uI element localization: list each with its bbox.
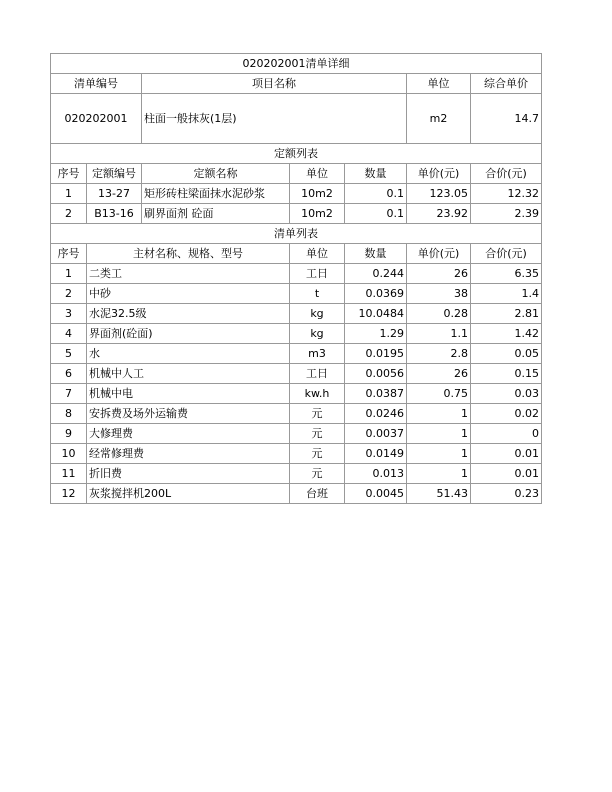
material-price: 1: [407, 424, 471, 444]
material-price: 38: [407, 284, 471, 304]
material-total: 0.05: [471, 344, 542, 364]
material-qty: 0.244: [345, 264, 407, 284]
item-unit: m2: [407, 94, 471, 144]
material-unit: 工日: [290, 264, 345, 284]
item-code: 020202001: [51, 94, 142, 144]
quota-header-unit: 单位: [290, 164, 345, 184]
material-no: 3: [51, 304, 87, 324]
material-unit: kw.h: [290, 384, 345, 404]
material-price: 26: [407, 264, 471, 284]
material-row: [51, 344, 542, 364]
quota-code: B13-16: [87, 204, 142, 224]
quota-qty: 0.1: [345, 184, 407, 204]
material-name: 折旧费: [87, 464, 290, 484]
material-no: 12: [51, 484, 87, 504]
material-name: 水泥32.5级: [87, 304, 290, 324]
title-row: [51, 54, 542, 74]
material-unit: 元: [290, 444, 345, 464]
quota-total: 2.39: [471, 204, 542, 224]
material-name: 灰浆搅拌机200L: [87, 484, 290, 504]
material-section-title: 清单列表: [51, 224, 542, 244]
material-price: 1.1: [407, 324, 471, 344]
material-name: 经常修理费: [87, 444, 290, 464]
quota-header-qty: 数量: [345, 164, 407, 184]
material-qty: 0.0045: [345, 484, 407, 504]
material-price: 2.8: [407, 344, 471, 364]
quota-header-no: 序号: [51, 164, 87, 184]
material-no: 11: [51, 464, 87, 484]
quota-header-name: 定额名称: [142, 164, 290, 184]
material-no: 2: [51, 284, 87, 304]
material-price: 1: [407, 404, 471, 424]
material-total: 0.23: [471, 484, 542, 504]
material-name: 安拆费及场外运输费: [87, 404, 290, 424]
material-name: 机械中人工: [87, 364, 290, 384]
material-qty: 0.0195: [345, 344, 407, 364]
material-row: [51, 464, 542, 484]
header-unit: 单位: [407, 74, 471, 94]
quota-price: 123.05: [407, 184, 471, 204]
material-row: [51, 264, 542, 284]
header-price: 综合单价: [471, 74, 542, 94]
material-row: [51, 324, 542, 344]
sheet-title: 020202001清单详细: [51, 54, 542, 74]
material-price: 26: [407, 364, 471, 384]
material-total: 2.81: [471, 304, 542, 324]
material-price: 1: [407, 464, 471, 484]
material-row: [51, 384, 542, 404]
material-qty: 0.0149: [345, 444, 407, 464]
material-name: 界面剂(砼面): [87, 324, 290, 344]
material-row: [51, 484, 542, 504]
quota-unit: 10m2: [290, 204, 345, 224]
material-header-price: 单价(元): [407, 244, 471, 264]
material-no: 9: [51, 424, 87, 444]
material-price: 51.43: [407, 484, 471, 504]
material-row: [51, 424, 542, 444]
quota-header-total: 合价(元): [471, 164, 542, 184]
header-code: 清单编号: [51, 74, 142, 94]
quota-price: 23.92: [407, 204, 471, 224]
material-price: 0.75: [407, 384, 471, 404]
quota-row: [51, 184, 542, 204]
material-qty: 0.0369: [345, 284, 407, 304]
item-header-row: [51, 74, 542, 94]
material-qty: 0.0056: [345, 364, 407, 384]
material-price: 1: [407, 444, 471, 464]
item-row: [51, 94, 542, 144]
quota-unit: 10m2: [290, 184, 345, 204]
material-row: [51, 364, 542, 384]
material-total: 1.4: [471, 284, 542, 304]
material-unit: 元: [290, 424, 345, 444]
quota-no: 1: [51, 184, 87, 204]
material-unit: 工日: [290, 364, 345, 384]
quota-header-price: 单价(元): [407, 164, 471, 184]
quota-header-code: 定额编号: [87, 164, 142, 184]
quota-section-title-row: [51, 144, 542, 164]
material-name: 二类工: [87, 264, 290, 284]
material-qty: 10.0484: [345, 304, 407, 324]
material-qty: 0.0246: [345, 404, 407, 424]
material-unit: m3: [290, 344, 345, 364]
material-name: 大修理费: [87, 424, 290, 444]
material-header-total: 合价(元): [471, 244, 542, 264]
quota-name: 矩形砖柱梁面抹水泥砂浆: [142, 184, 290, 204]
material-header-name: 主材名称、规格、型号: [87, 244, 290, 264]
material-row: [51, 444, 542, 464]
material-header-row: [51, 244, 542, 264]
material-row: [51, 304, 542, 324]
header-name: 项目名称: [142, 74, 407, 94]
item-price: 14.7: [471, 94, 542, 144]
material-unit: 元: [290, 464, 345, 484]
quota-header-row: [51, 164, 542, 184]
material-header-qty: 数量: [345, 244, 407, 264]
material-unit: kg: [290, 304, 345, 324]
material-total: 6.35: [471, 264, 542, 284]
material-qty: 0.0037: [345, 424, 407, 444]
material-qty: 0.0387: [345, 384, 407, 404]
quota-qty: 0.1: [345, 204, 407, 224]
quota-name: 刷界面剂 砼面: [142, 204, 290, 224]
material-header-unit: 单位: [290, 244, 345, 264]
material-name: 水: [87, 344, 290, 364]
bill-detail-table: [50, 53, 542, 504]
material-no: 7: [51, 384, 87, 404]
material-no: 6: [51, 364, 87, 384]
material-unit: kg: [290, 324, 345, 344]
material-name: 中砂: [87, 284, 290, 304]
material-name: 机械中电: [87, 384, 290, 404]
material-price: 0.28: [407, 304, 471, 324]
quota-row: [51, 204, 542, 224]
quota-total: 12.32: [471, 184, 542, 204]
material-no: 5: [51, 344, 87, 364]
material-unit: 台班: [290, 484, 345, 504]
material-row: [51, 284, 542, 304]
material-total: 0.01: [471, 464, 542, 484]
quota-code: 13-27: [87, 184, 142, 204]
material-unit: t: [290, 284, 345, 304]
material-total: 0: [471, 424, 542, 444]
material-no: 4: [51, 324, 87, 344]
material-no: 10: [51, 444, 87, 464]
material-qty: 0.013: [345, 464, 407, 484]
material-total: 1.42: [471, 324, 542, 344]
quota-no: 2: [51, 204, 87, 224]
item-name: 柱面一般抹灰(1层): [142, 94, 407, 144]
material-header-no: 序号: [51, 244, 87, 264]
material-no: 1: [51, 264, 87, 284]
quota-section-title: 定额列表: [51, 144, 542, 164]
material-total: 0.02: [471, 404, 542, 424]
material-total: 0.03: [471, 384, 542, 404]
material-total: 0.01: [471, 444, 542, 464]
material-qty: 1.29: [345, 324, 407, 344]
material-no: 8: [51, 404, 87, 424]
material-row: [51, 404, 542, 424]
material-total: 0.15: [471, 364, 542, 384]
material-section-title-row: [51, 224, 542, 244]
material-unit: 元: [290, 404, 345, 424]
